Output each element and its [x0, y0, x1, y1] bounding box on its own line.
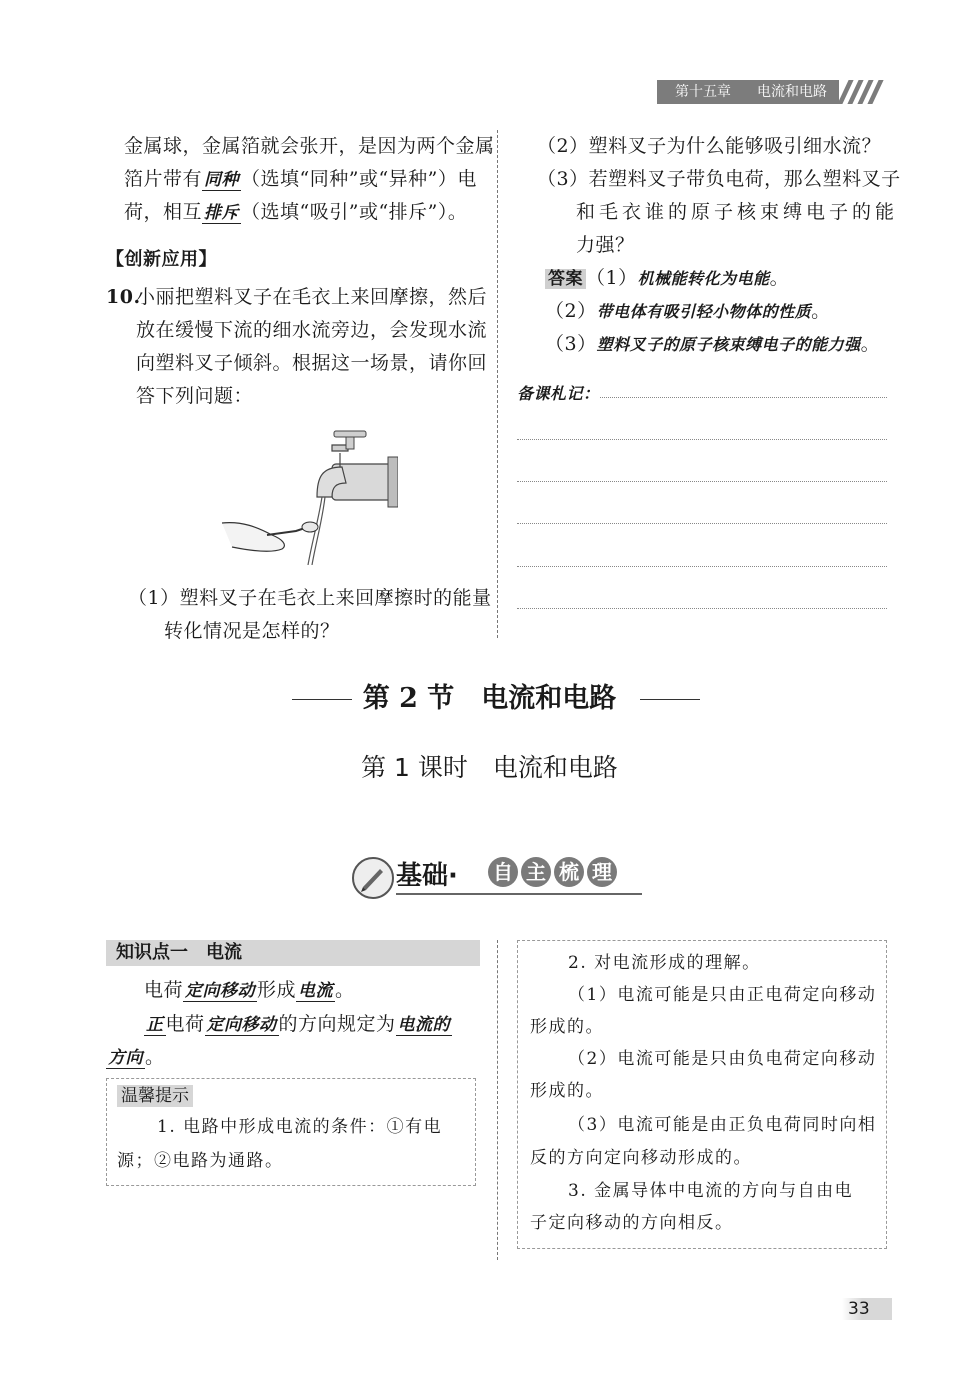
answer-fill: 电流: [298, 981, 334, 1001]
answer-fill: 方向: [108, 1048, 143, 1068]
tip-tag: 温馨提示: [117, 1085, 193, 1107]
answer-fill: 电流的: [397, 1015, 451, 1035]
box-text: 3. 金属导体中电流的方向与自由电: [568, 1181, 854, 1201]
understanding-box: [517, 940, 887, 1249]
text-line: 金属球，金属箔就会张开，是因为两个金属: [124, 135, 495, 157]
question-number: 10.: [106, 286, 141, 308]
knowledge-text: 方向 。: [108, 1046, 165, 1068]
subquestion: 转化情况是怎样的？: [164, 620, 340, 642]
knowledge-text: 正 电荷 定向移动 的方向规定为 电流的: [146, 1013, 451, 1035]
notes-line: [517, 439, 887, 440]
section-banner: [352, 853, 642, 899]
question-text: 向塑料叉子倾斜。根据这一场景，请你回: [136, 352, 488, 374]
faucet-illustration: [212, 427, 398, 565]
notes-line: [600, 397, 887, 398]
chapter-header: [657, 80, 889, 104]
answer-fill: 同种: [204, 170, 240, 190]
question-text: 答下列问题：: [136, 385, 254, 407]
subquestion: 力强？: [576, 234, 635, 256]
notes-label: 备课札记：: [517, 384, 600, 403]
banner-title: 基础·: [396, 861, 458, 891]
column-divider-bottom: [497, 940, 498, 1260]
answer-fill: 排斥: [204, 203, 240, 223]
answer-line: （3）塑料叉子的原子核束缚电子的能力强。: [545, 333, 881, 355]
subquestion: （1）塑料叉子在毛衣上来回摩擦时的能量: [128, 587, 492, 609]
box-text: 反的方向定向移动形成的。: [530, 1148, 752, 1168]
header-stripes: [839, 80, 889, 104]
notes-line: [517, 523, 887, 524]
notes-line: [517, 608, 887, 609]
answer-text: 机械能转化为电能: [637, 269, 770, 288]
box-text: 形成的。: [530, 1017, 604, 1037]
answer-tag: 答案: [545, 269, 586, 289]
pen-icon: [352, 857, 394, 899]
chapter-number: 第十五章: [675, 84, 731, 100]
text-line: 箔片带有 同种 （选填“同种”或“异种”）电: [124, 168, 477, 190]
text-line: 荷，相互 排斥 （选填“吸引”或“排斥”）。: [124, 201, 468, 223]
banner-badge: 梳: [554, 857, 584, 887]
lesson-title: 第 1 课时 电流和电路: [361, 753, 618, 782]
answer-text: 带电体有吸引轻小物体的性质: [596, 302, 812, 321]
box-text: （3）电流可能是由正负电荷同时向相: [568, 1115, 877, 1135]
notes-line: [517, 566, 887, 567]
box-text: （2）电流可能是只由负电荷定向移动: [568, 1049, 877, 1069]
answer-line: （2）带电体有吸引轻小物体的性质。: [545, 300, 831, 322]
banner-badge: 自: [488, 857, 518, 887]
tip-box: [106, 1078, 476, 1186]
banner-badge: 理: [587, 857, 617, 887]
box-text: 2. 对电流形成的理解。: [568, 953, 761, 973]
tip-text: 源；②电路为通路。: [117, 1151, 284, 1171]
section-title: 第 2 节 电流和电路: [362, 683, 617, 714]
answer-fill: 定向移动: [206, 1015, 277, 1035]
knowledge-text: 电荷 定向移动 形成 电流 。: [144, 979, 355, 1001]
answer-fill: 定向移动: [185, 981, 256, 1001]
question-text: 放在缓慢下流的细水流旁边，会发现水流: [136, 319, 488, 341]
tip-text: 1. 电路中形成电流的条件：①有电: [157, 1117, 443, 1137]
subquestion: （3）若塑料叉子带负电荷，那么塑料叉子: [537, 168, 901, 190]
notes-line: [517, 481, 887, 482]
subquestion: （2）塑料叉子为什么能够吸引细水流？: [537, 135, 882, 157]
answer-text: 塑料叉子的原子核束缚电子的能力强: [596, 335, 861, 354]
banner-underline: [396, 893, 642, 895]
box-text: （1）电流可能是只由正电荷定向移动: [568, 985, 877, 1005]
knowledge-heading: 知识点一 电流: [106, 940, 480, 966]
answer-fill: 正: [146, 1015, 164, 1035]
section-label: 【创新应用】: [106, 249, 217, 270]
chapter-title: 电流和电路: [757, 84, 827, 100]
subquestion: 和毛衣谁的原子核束缚电子的能: [576, 201, 899, 223]
question-text: 小丽把塑料叉子在毛衣上来回摩擦，然后: [136, 286, 488, 308]
answer-line: 答案 （1）机械能转化为电能。: [545, 262, 789, 295]
box-text: 子定向移动的方向相反。: [530, 1213, 734, 1233]
page-number: 33: [842, 1298, 892, 1320]
banner-badge: 主: [521, 857, 551, 887]
column-divider-top: [497, 130, 498, 638]
box-text: 形成的。: [530, 1081, 604, 1101]
